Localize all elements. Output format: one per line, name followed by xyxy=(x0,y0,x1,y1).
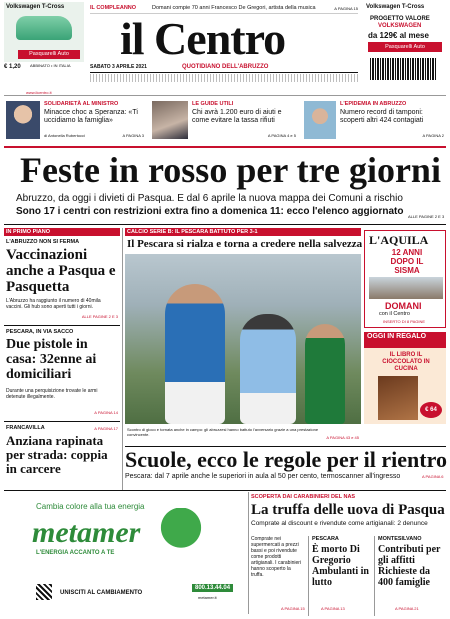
ad-left-title: Volkswagen T-Cross xyxy=(6,4,65,10)
masthead-title: il Centro xyxy=(120,13,286,64)
main-page: ALLE PAGINE 2 E 3 xyxy=(408,214,445,219)
ad-right-dealer: Pasquarelli Auto xyxy=(368,42,442,52)
montesilvano-page: A PAGINA 21 xyxy=(395,606,419,611)
metamer-phone: 800.13.44.04 xyxy=(192,584,233,592)
pescara-headline: È morto Di Gregorio Ambulanti in lutto xyxy=(312,544,369,588)
tree-icon xyxy=(156,508,206,564)
sport-story[interactable] xyxy=(125,228,361,444)
teaser-3-photo xyxy=(304,101,336,139)
masthead-subtitle: QUOTIDIANO DELL'ABRUZZO xyxy=(182,64,269,70)
sport-page: A PAGINA 43 e 45 xyxy=(326,435,359,440)
ad-left-dealer: Pasquarelli Auto xyxy=(18,50,80,59)
teaser-1[interactable] xyxy=(4,99,146,143)
left-story-2-page: A PAGINA 14 xyxy=(94,410,118,415)
website[interactable]: www.ilcentro.it xyxy=(26,90,52,95)
teaser-2[interactable] xyxy=(150,99,298,143)
teaser-2-photo xyxy=(152,101,188,139)
masthead-fineprint xyxy=(90,74,358,82)
eggs-deck: Comprate al discount e rivendute come artigianali: 2 denunce xyxy=(251,520,428,527)
book-cover xyxy=(378,376,418,420)
pescara-kicker: PESCARA xyxy=(312,536,339,542)
eggs-body: Comprate nei supermercati a prezzi bassi e poi rivendute come prodotti artigianali. I carabinieri hanno scoperto la truffa. xyxy=(251,536,302,578)
main-headline[interactable]: Feste in rosso per tre giorni xyxy=(20,150,441,190)
left-story-2-body: Durante una perquisizione trovate le armi detenute illegalmente. xyxy=(6,388,98,400)
ad-right[interactable] xyxy=(364,2,446,54)
montesilvano-headline: Contributi per gli affitti Richieste da 400 famiglie xyxy=(378,544,441,588)
ad-right-line2: VOLKSWAGEN xyxy=(378,23,422,29)
promo-domani: DOMANI xyxy=(385,301,422,311)
teaser-1-kicker: SOLIDARIETÀ AL MINISTRO xyxy=(44,101,119,107)
ad-right-price: da 129€ al mese xyxy=(368,31,429,40)
left-story-1-headline: Vaccinazioni anche a Pasqua e Pasquetta xyxy=(6,247,116,295)
eggs-kicker: SCOPERTA DAI CARABINIERI DEL NAS xyxy=(251,494,356,500)
promo-libro: IL LIBRO IL CIOCCOLATO IN CUCINA xyxy=(382,352,430,372)
teaser-2-text: Chi avrà 1.200 euro di aiuti e come evitare la tassa rifiuti xyxy=(192,109,282,124)
pescara-story[interactable] xyxy=(308,536,372,616)
metamer-site: metamer.it xyxy=(198,595,217,600)
left-story-1-kicker: IN PRIMO PIANO xyxy=(4,228,120,236)
schools-deck: Pescara: dal 7 aprile anche le superiori in aula al 50 per cento, termoscanner all'ingresso xyxy=(125,473,401,480)
left-story-3-headline: Anziana rapinata per strada: coppia in carcere xyxy=(6,433,108,476)
masthead-date: SABATO 3 APRILE 2021 xyxy=(90,64,147,70)
teaser-3-text: Numero record di tamponi: scoperti altri 424 contagiati xyxy=(340,109,424,124)
ad-right-title: Volkswagen T-Cross xyxy=(366,4,425,10)
price-note: ABBINATO • IN ITALIA xyxy=(30,63,71,68)
left-story-1[interactable] xyxy=(4,228,120,322)
promo-laquila[interactable] xyxy=(364,230,446,328)
sport-photo xyxy=(125,254,361,424)
montesilvano-story[interactable] xyxy=(374,536,446,616)
teaser-1-author: di Antonella Rubertocci xyxy=(44,133,85,138)
sport-kicker: CALCIO SERIE B: IL PESCARA BATTUTO PER 3-1 xyxy=(125,228,361,236)
promo-inserto: INSERTO DI 8 PAGINE xyxy=(383,319,426,324)
teaser-2-kicker: LE GUIDE UTILI xyxy=(192,101,234,107)
pescara-page: A PAGINA 13 xyxy=(321,606,345,611)
left-story-1-page: ALLE PAGINE 2 E 3 xyxy=(81,314,118,319)
promo-photo xyxy=(369,277,443,299)
qr-icon xyxy=(36,584,52,600)
left-story-1-body: L'Abruzzo ha raggiunto il numero di 40mila vaccini. Gli hub sono aperti tutti i giorni. xyxy=(6,298,101,310)
promo-oggi: OGGI IN REGALO xyxy=(364,332,446,348)
teaser-1-page: A PAGINA 3 xyxy=(122,133,144,138)
metamer-brand: metamer xyxy=(32,516,141,549)
montesilvano-kicker: MONTESILVANO xyxy=(378,536,422,542)
teaser-1-text: Minacce choc a Speranza: «Ti uccidiamo la famiglia» xyxy=(44,109,138,124)
left-story-2[interactable] xyxy=(4,328,120,420)
schools-headline[interactable]: Scuole, ecco le regole per il rientro xyxy=(125,447,447,472)
left-story-3-page: A PAGINA 17 xyxy=(94,426,118,431)
left-story-1-sub: L'ABRUZZO NON SI FERMA xyxy=(6,239,80,245)
promo-city: L'AQUILA xyxy=(369,233,429,247)
top-bar-text: Domani compie 70 anni Francesco De Gregori, artista della musica xyxy=(152,5,316,11)
barcode xyxy=(370,58,436,80)
left-story-3-kicker: FRANCAVILLA xyxy=(6,425,45,431)
teaser-1-photo xyxy=(6,101,40,139)
main-deck-1: Abruzzo, da oggi i divieti di Pasqua. E dal 6 aprile la nuova mappa dei Comuni a rischio xyxy=(16,193,403,204)
promo-book[interactable] xyxy=(364,332,446,424)
left-story-2-kicker: PESCARA, IN VIA SACCO xyxy=(6,329,74,335)
main-deck-2: Sono 17 i centri con restrizioni extra fino a domenica 11: ecco l'elenco aggiornato xyxy=(16,206,404,217)
sport-caption: Scontro di gioco e tornata anche in campo: gli abruzzesi hanno battuto l'avversario grazie a una prestazione convincente. xyxy=(127,427,319,437)
promo-years: 12 ANNI DOPO IL SISMA xyxy=(390,248,424,275)
car-image xyxy=(16,16,72,40)
left-story-2-headline: Due pistole in casa: 32enne ai domiciliari xyxy=(6,337,97,382)
eggs-page: A PAGINA 15 xyxy=(281,606,305,611)
top-bar-page: A PAGINA 15 xyxy=(334,6,358,11)
ad-metamer[interactable] xyxy=(6,494,246,614)
teaser-3-kicker: L'EPIDEMIA IN ABRUZZO xyxy=(340,101,407,107)
top-bar-label: IL COMPLEANNO xyxy=(90,5,137,11)
promo-price: € 64 xyxy=(420,402,442,418)
ad-right-line1: PROGETTO VALORE xyxy=(370,16,430,22)
teaser-3-page: A PAGINA 2 xyxy=(422,133,444,138)
ad-left-price: € 1,20 xyxy=(4,64,21,70)
schools-page: A PAGINA 6 xyxy=(422,474,444,479)
teaser-2-page: A PAGINA 4 e 5 xyxy=(267,133,296,138)
sport-headline: Il Pescara si rialza e torna a credere nella salvezza xyxy=(127,238,363,250)
metamer-call: UNISCITI AL CAMBIAMENTO xyxy=(60,590,143,596)
eggs-headline: La truffa delle uova di Pasqua xyxy=(251,502,445,518)
metamer-slogan: Cambia colore alla tua energia xyxy=(36,502,145,511)
promo-con: con il Centro xyxy=(379,311,410,317)
metamer-tagline: L'ENERGIA ACCANTO A TE xyxy=(36,550,115,556)
teaser-3[interactable] xyxy=(302,99,446,143)
left-story-3[interactable] xyxy=(4,424,120,488)
